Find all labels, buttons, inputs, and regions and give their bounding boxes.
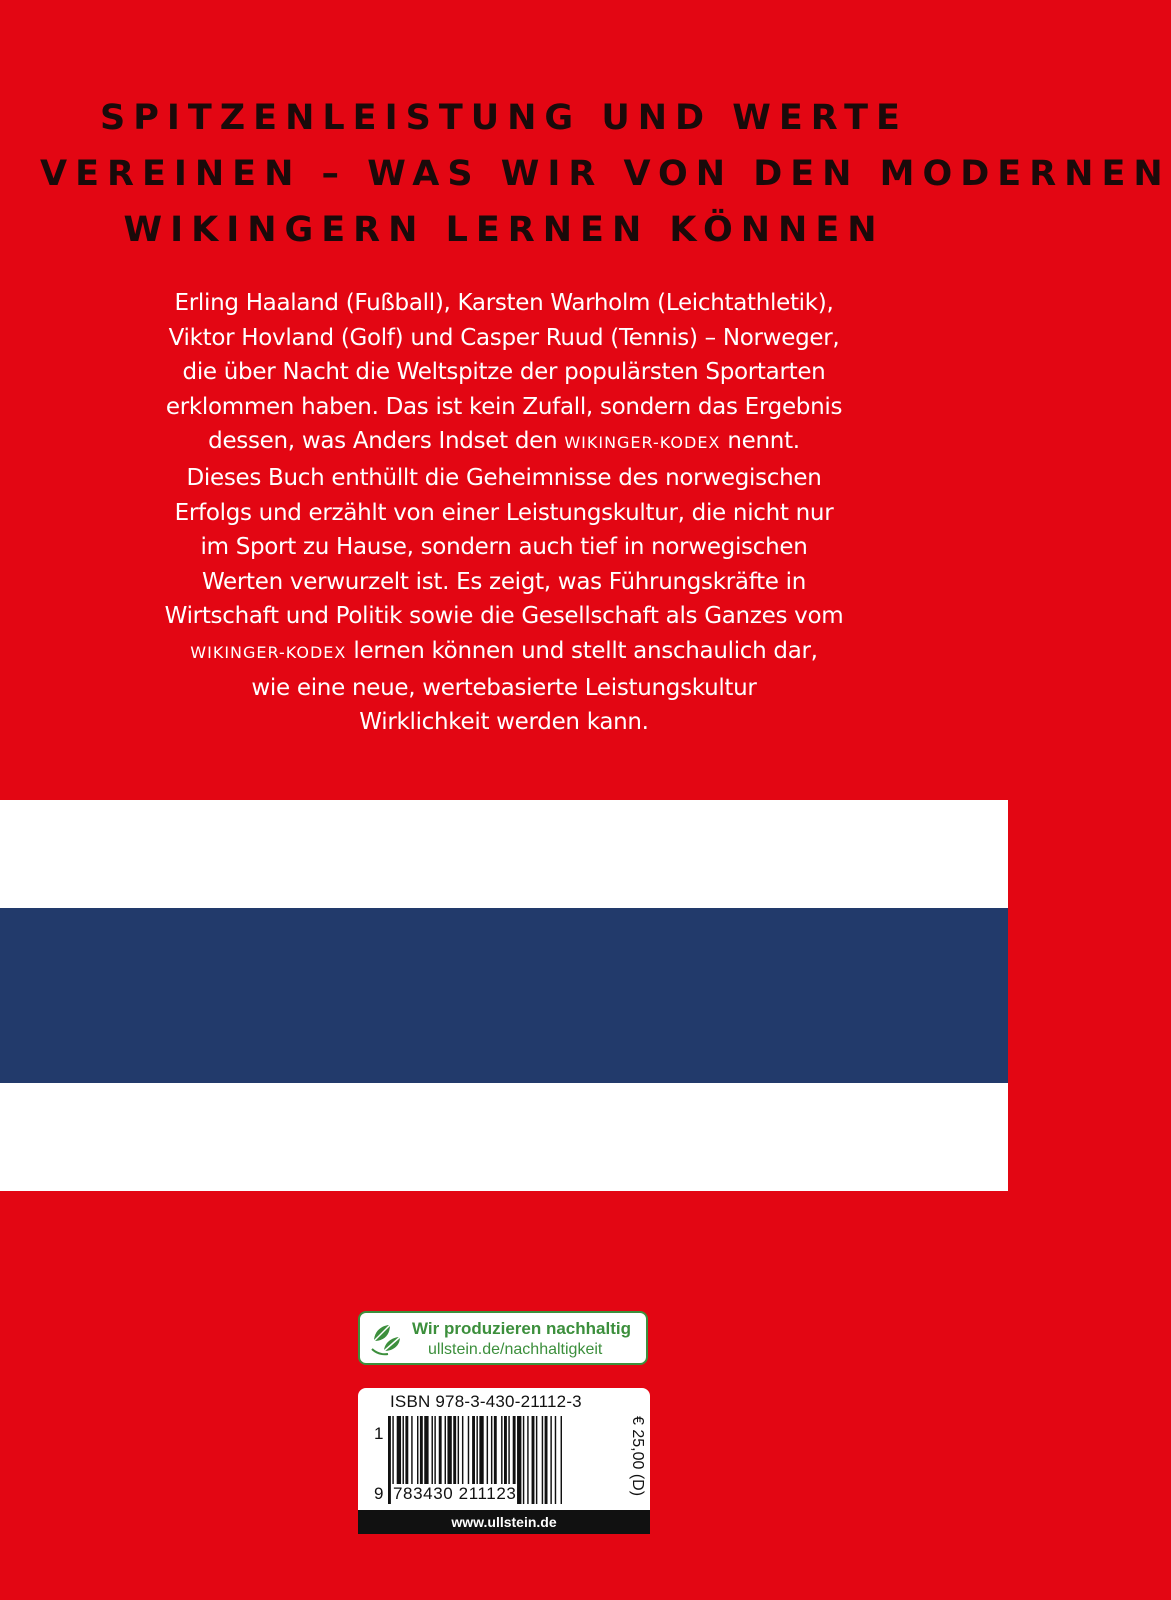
price-label: € 25,00 (D) bbox=[629, 1416, 646, 1497]
kodex-term: WIKINGER-KODEX bbox=[564, 433, 721, 453]
blurb-text bbox=[40, 286, 968, 740]
sustainability-title: Wir produzieren nachhaltig bbox=[412, 1319, 631, 1338]
barcode-bar bbox=[550, 1416, 551, 1504]
barcode-bar bbox=[561, 1416, 562, 1504]
barcode-bar bbox=[555, 1416, 556, 1504]
blurb-line: im Sport zu Hause, sondern auch tief in norwegischen bbox=[200, 534, 808, 561]
barcode-bar bbox=[388, 1416, 391, 1504]
flag-white-stripe-upper bbox=[0, 800, 1008, 908]
barcode-lead-digit-top: 1 bbox=[374, 1424, 384, 1443]
barcode-bar bbox=[545, 1416, 548, 1504]
isbn-barcode-box bbox=[358, 1388, 650, 1534]
blurb-line: Wirklichkeit werden kann. bbox=[359, 709, 649, 736]
blurb-line: die über Nacht die Weltspitze der populärsten Sportarten bbox=[182, 359, 826, 386]
blurb-line bbox=[40, 424, 968, 461]
sustainability-badge bbox=[358, 1311, 648, 1365]
leaves-icon bbox=[368, 1319, 406, 1357]
blurb-line: Erling Haaland (Fußball), Karsten Warholm (Leichtathletik), bbox=[174, 290, 834, 316]
barcode-bar bbox=[517, 1416, 521, 1504]
blurb-line: Erfolgs und erzählt von einer Leistungskultur, die nicht nur bbox=[174, 499, 834, 526]
blurb-text-part: nennt. bbox=[727, 428, 800, 455]
barcode-bar bbox=[532, 1416, 535, 1504]
kodex-term: WIKINGER-KODEX bbox=[190, 642, 347, 662]
headline-line: WIKINGERN LERNEN KÖNNEN bbox=[123, 210, 885, 250]
blurb-text-part: dessen, was Anders Indset den bbox=[208, 428, 558, 455]
barcode-lead-digit-bottom: 9 bbox=[374, 1484, 384, 1503]
publisher-website: www.ullstein.de bbox=[358, 1510, 650, 1534]
headline bbox=[40, 90, 1171, 258]
blurb-line: Viktor Hovland (Golf) und Casper Ruud (Tennis) – Norweger, bbox=[168, 324, 840, 351]
isbn-label: ISBN 978-3-430-21112-3 bbox=[390, 1392, 582, 1411]
blurb-line: Wirtschaft und Politik sowie die Gesellschaft als Ganzes vom bbox=[164, 603, 844, 630]
barcode-bar bbox=[527, 1416, 528, 1504]
headline-line: VEREINEN – WAS WIR VON DEN MODERNEN bbox=[40, 154, 1171, 194]
blurb-line: Werten verwurzelt ist. Es zeigt, was Führungskräfte in bbox=[201, 568, 807, 595]
headline-line: SPITZENLEISTUNG UND WERTE bbox=[100, 98, 908, 138]
barcode-bar bbox=[542, 1416, 543, 1504]
sustainability-url: ullstein.de/nachhaltigkeit bbox=[428, 1341, 603, 1358]
blurb-line bbox=[40, 634, 968, 671]
flag-blue-stripe bbox=[0, 908, 1008, 1083]
flag-white-stripe-lower bbox=[0, 1083, 1008, 1191]
blurb-line: Dieses Buch enthüllt die Geheimnisse des norwegischen bbox=[186, 464, 822, 491]
barcode-bar bbox=[536, 1416, 537, 1504]
barcode-digits: 783430 211123 bbox=[393, 1484, 517, 1503]
blurb-line: erklommen haben. Das ist kein Zufall, sondern das Ergebnis bbox=[165, 393, 843, 420]
blurb-line: wie eine neue, wertebasierte Leistungskultur bbox=[251, 674, 757, 701]
barcode-bar bbox=[523, 1416, 524, 1504]
blurb-text-part: lernen können und stellt anschaulich dar, bbox=[353, 637, 818, 664]
